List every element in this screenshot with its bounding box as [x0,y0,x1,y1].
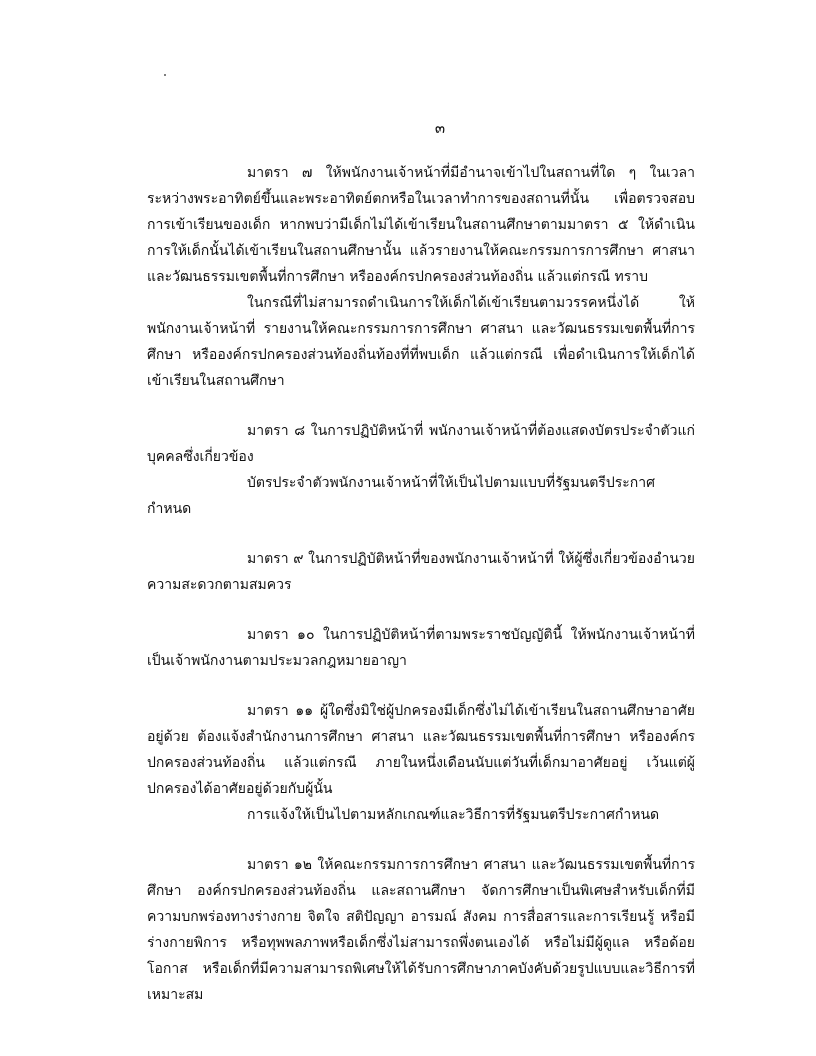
section-8-paragraph-2: บัตรประจำตัวพนักงานเจ้าหน้าที่ให้เป็นไปตามแบบที่รัฐมนตรีประกาศกำหนด [147,475,655,517]
section-9-paragraph: มาตรา ๙ ในการปฏิบัติหน้าที่ของพนักงานเจ้าหน้าที่ ให้ผู้ซึ่งเกี่ยวข้องอำนวยความสะดวกตามสมควร [147,551,695,593]
page-number: ๓ [434,119,446,137]
section-7-paragraph-2: ในกรณีที่ไม่สามารถดำเนินการให้เด็กได้เข้าเรียนตามวรรคหนึ่งได้ ให้พนักงานเจ้าหน้าที่ รายงานให้คณะกรรมการการศึกษา ศาสนา และวัฒนธรรมเขตพื้นที่การศึกษา หรือองค์กรปกครองส่วนท้องถิ่นท้องที่ที่พบเด็ก แล้วแต่กรณี เพื่อดำเนินการให้เด็กได้เข้าเรียนในสถานศึกษา [147,295,695,389]
section-11-paragraph: มาตรา ๑๑ ผู้ใดซึ่งมิใช่ผู้ปกครองมีเด็กซึ่งไม่ได้เข้าเรียนในสถานศึกษาอาศัยอยู่ด้วย ต้องแจ้งสำนักงานการศึกษา ศาสนา และวัฒนธรรมเขตพื้นที่การศึกษา หรือองค์กรปกครองส่วนท้องถิ่น แล้วแต่กรณี ภายในหนึ่งเดือนนับแต่วันที่เด็กมาอาศัยอยู่ เว้นแต่ผู้ปกครองได้อาศัยอยู่ด้วยกับผู้นั้น [147,703,695,797]
section-11-paragraph-2: การแจ้งให้เป็นไปตามหลักเกณฑ์และวิธีการที่รัฐมนตรีประกาศกำหนด [247,807,660,823]
document-body [147,160,695,1008]
section-7-paragraph: มาตรา ๗ ให้พนักงานเจ้าหน้าที่มีอำนาจเข้าไปในสถานที่ใด ๆ ในเวลาระหว่างพระอาทิตย์ขึ้นและพระอาทิตย์ตกหรือในเวลาทำการของสถานที่นั้น เพื่อตรวจสอบการเข้าเรียนของเด็ก หากพบว่ามีเด็กไม่ได้เข้าเรียนในสถานศึกษาตามมาตรา ๕ ให้ดำเนินการให้เด็กนั้นได้เข้าเรียนในสถานศึกษานั้น แล้วรายงานให้คณะกรรมการการศึกษา ศาสนา และวัฒนธรรมเขตพื้นที่การศึกษา หรือองค์กรปกครองส่วนท้องถิ่น แล้วแต่กรณี ทราบ [147,165,695,285]
section-12-paragraph: มาตรา ๑๒ ให้คณะกรรมการการศึกษา ศาสนา และวัฒนธรรมเขตพื้นที่การศึกษา องค์กรปกครองส่วนท้องถิ่น และสถานศึกษา จัดการศึกษาเป็นพิเศษสำหรับเด็กที่มีความบกพร่องทางร่างกาย จิตใจ สติปัญญา อารมณ์ สังคม การสื่อสารและการเรียนรู้ หรือมีร่างกายพิการ หรือทุพพลภาพหรือเด็กซึ่งไม่สามารถพึ่งตนเองได้ หรือไม่มีผู้ดูแล หรือด้อยโอกาส หรือเด็กที่มีความสามารถพิเศษให้ได้รับการศึกษาภาคบังคับด้วยรูปแบบและวิธีการที่เหมาะสม [147,857,695,1003]
section-10-paragraph: มาตรา ๑๐ ในการปฏิบัติหน้าที่ตามพระราชบัญญัตินี้ ให้พนักงานเจ้าหน้าที่เป็นเจ้าพนักงานตามประมวลกฎหมายอาญา [147,627,695,669]
section-8-paragraph: มาตรา ๘ ในการปฏิบัติหน้าที่ พนักงานเจ้าหน้าที่ต้องแสดงบัตรประจำตัวแก่บุคคลซึ่งเกี่ยวข้อง [147,423,695,465]
scan-speck [164,74,166,76]
